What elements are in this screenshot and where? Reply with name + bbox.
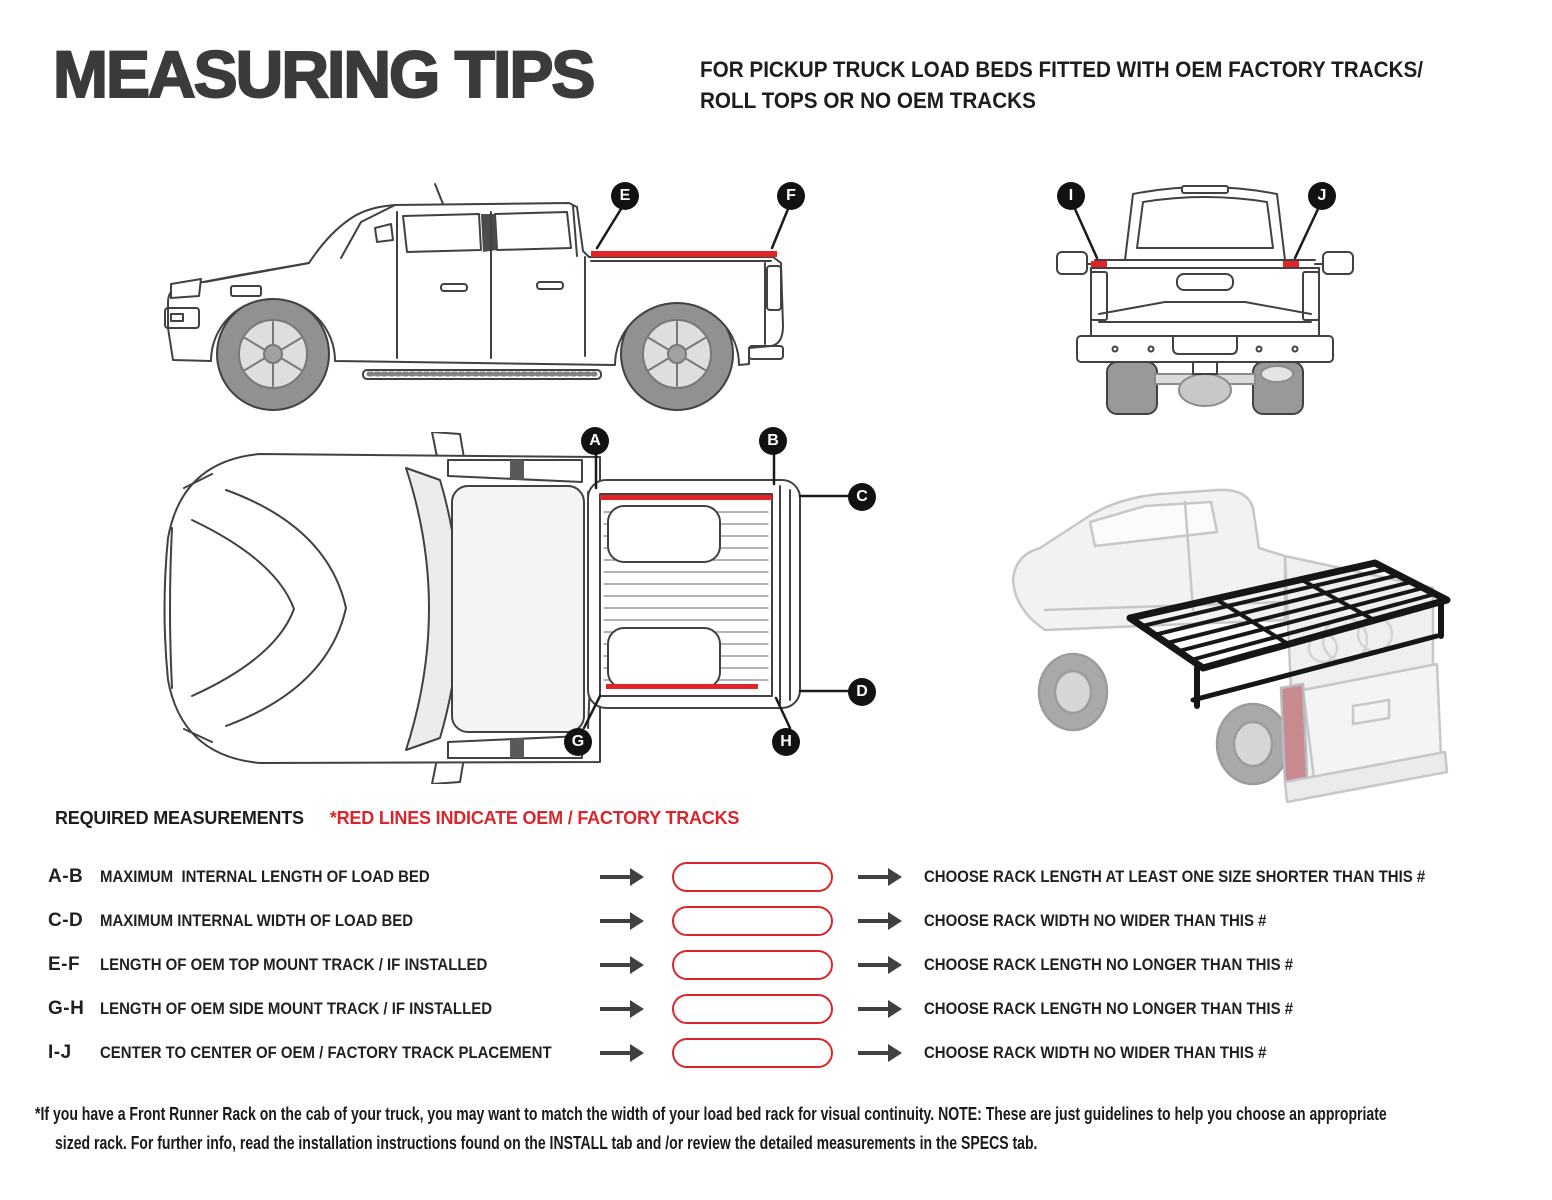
required-measurements-label: REQUIRED MEASUREMENTS <box>55 808 304 828</box>
truck-rear-view-illustration <box>1055 168 1355 424</box>
callout-badge-a: A <box>581 427 609 455</box>
measurement-code: C-D <box>48 910 84 931</box>
callout-badge-e: E <box>611 182 639 210</box>
callout-badge-f: F <box>777 182 805 210</box>
measurement-row-gh <box>0 987 1552 1031</box>
arrow-right-icon <box>600 1007 630 1011</box>
oem-side-track-top <box>600 495 772 500</box>
red-lines-legend: *RED LINES INDICATE OEM / FACTORY TRACKS <box>329 808 740 828</box>
cab-roof <box>452 486 584 732</box>
page-title: MEASURING TIPS <box>53 37 594 111</box>
callout-badge-d: D <box>848 678 876 706</box>
rear-window <box>1137 197 1273 248</box>
measurement-label: MAXIMUM INTERNAL LENGTH OF LOAD BED <box>100 867 430 886</box>
truck-top-view-figure <box>148 432 903 784</box>
measurement-instruction: CHOOSE RACK WIDTH NO WIDER THAN THIS # <box>924 1043 1267 1062</box>
measurement-value-field[interactable] <box>672 1038 833 1068</box>
wheel-arch-hump <box>608 628 720 688</box>
arrow-right-icon <box>858 963 888 967</box>
arrow-right-icon <box>600 919 630 923</box>
spare-wheel <box>1179 374 1231 406</box>
measurement-value-field[interactable] <box>672 862 833 892</box>
arrow-right-icon <box>858 1051 888 1055</box>
callout-badge-h: H <box>772 728 800 756</box>
callout-badge-b: B <box>759 427 787 455</box>
arrow-right-icon <box>858 919 888 923</box>
arrow-right-icon <box>600 1051 630 1055</box>
wheel-arch-hump <box>608 506 720 562</box>
measurement-value-field[interactable] <box>672 994 833 1024</box>
measurement-value-field[interactable] <box>672 906 833 936</box>
truck-with-rack-figure <box>985 460 1475 805</box>
callout-badge-i: I <box>1057 182 1085 210</box>
front-wheel <box>217 298 329 410</box>
measurement-label: LENGTH OF OEM SIDE MOUNT TRACK / IF INSTALLED <box>100 999 492 1018</box>
measurement-instruction: CHOOSE RACK LENGTH AT LEAST ONE SIZE SHORTER THAN THIS # <box>924 867 1426 886</box>
measurement-instruction: CHOOSE RACK LENGTH NO LONGER THAN THIS # <box>924 999 1294 1018</box>
callout-badge-g: G <box>564 728 592 756</box>
truck-side-view-figure <box>145 168 835 426</box>
tow-hitch <box>1193 362 1217 374</box>
arrow-right-icon <box>600 875 630 879</box>
footnote-line-2: sized rack. For further info, read the installation instructions found on the INSTALL tab and /or review the detailed measurements in the SPECS tab. <box>55 1133 1038 1153</box>
measurement-code: G-H <box>48 998 85 1019</box>
truck-rear-view-figure <box>1055 168 1355 424</box>
exhaust-muffler <box>1261 366 1293 382</box>
oem-side-track-bottom <box>606 684 758 689</box>
measurement-rows <box>0 855 1552 1075</box>
measurement-label: MAXIMUM INTERNAL WIDTH OF LOAD BED <box>100 911 414 930</box>
left-mirror <box>1057 252 1087 274</box>
footnote-line-1: *If you have a Front Runner Rack on the cab of your truck, you may want to match the width of your load bed rack for visual continuity. NOTE: These are just guidelines to help you choose an appropriate <box>35 1104 1387 1124</box>
subtitle-line-2: ROLL TOPS OR NO OEM TRACKS <box>700 88 1036 113</box>
rear-left-wheel <box>1107 362 1157 414</box>
rear-bumper <box>1077 336 1333 362</box>
callout-badge-c: C <box>848 483 876 511</box>
callout-line-e <box>597 209 621 248</box>
right-mirror <box>1323 252 1353 274</box>
ghost-taillight <box>1281 684 1307 782</box>
measurement-instruction: CHOOSE RACK LENGTH NO LONGER THAN THIS # <box>924 955 1294 974</box>
truck-with-rack-photo <box>985 460 1475 805</box>
callout-line-i <box>1075 209 1097 258</box>
measurements-heading <box>55 808 739 829</box>
callout-line-j <box>1295 209 1318 258</box>
measurement-code: A-B <box>48 866 84 887</box>
callout-badge-j: J <box>1308 182 1336 210</box>
measurement-label: LENGTH OF OEM TOP MOUNT TRACK / IF INSTALLED <box>100 955 488 974</box>
measurement-instruction: CHOOSE RACK WIDTH NO WIDER THAN THIS # <box>924 911 1267 930</box>
measurement-row-ab <box>0 855 1552 899</box>
ghost-truck-body <box>1013 490 1447 802</box>
page-subtitle <box>700 54 1469 116</box>
oem-track-end-i <box>1091 261 1107 267</box>
oem-top-track-line <box>591 251 777 257</box>
arrow-right-icon <box>600 963 630 967</box>
footnote <box>35 1100 1552 1158</box>
measurement-value-field[interactable] <box>672 950 833 980</box>
truck-side-view-illustration <box>145 168 835 426</box>
measurement-code: E-F <box>48 954 81 975</box>
measurement-label: CENTER TO CENTER OF OEM / FACTORY TRACK PLACEMENT <box>100 1043 552 1062</box>
measurement-row-ij <box>0 1031 1552 1075</box>
arrow-right-icon <box>858 875 888 879</box>
measurement-row-ef <box>0 943 1552 987</box>
callout-line-f <box>772 209 788 248</box>
measurement-row-cd <box>0 899 1552 943</box>
oem-track-end-j <box>1283 261 1299 267</box>
subtitle-line-1: FOR PICKUP TRUCK LOAD BEDS FITTED WITH OEM FACTORY TRACKS/ <box>700 57 1424 82</box>
arrow-right-icon <box>858 1007 888 1011</box>
measurement-code: I-J <box>48 1042 72 1063</box>
